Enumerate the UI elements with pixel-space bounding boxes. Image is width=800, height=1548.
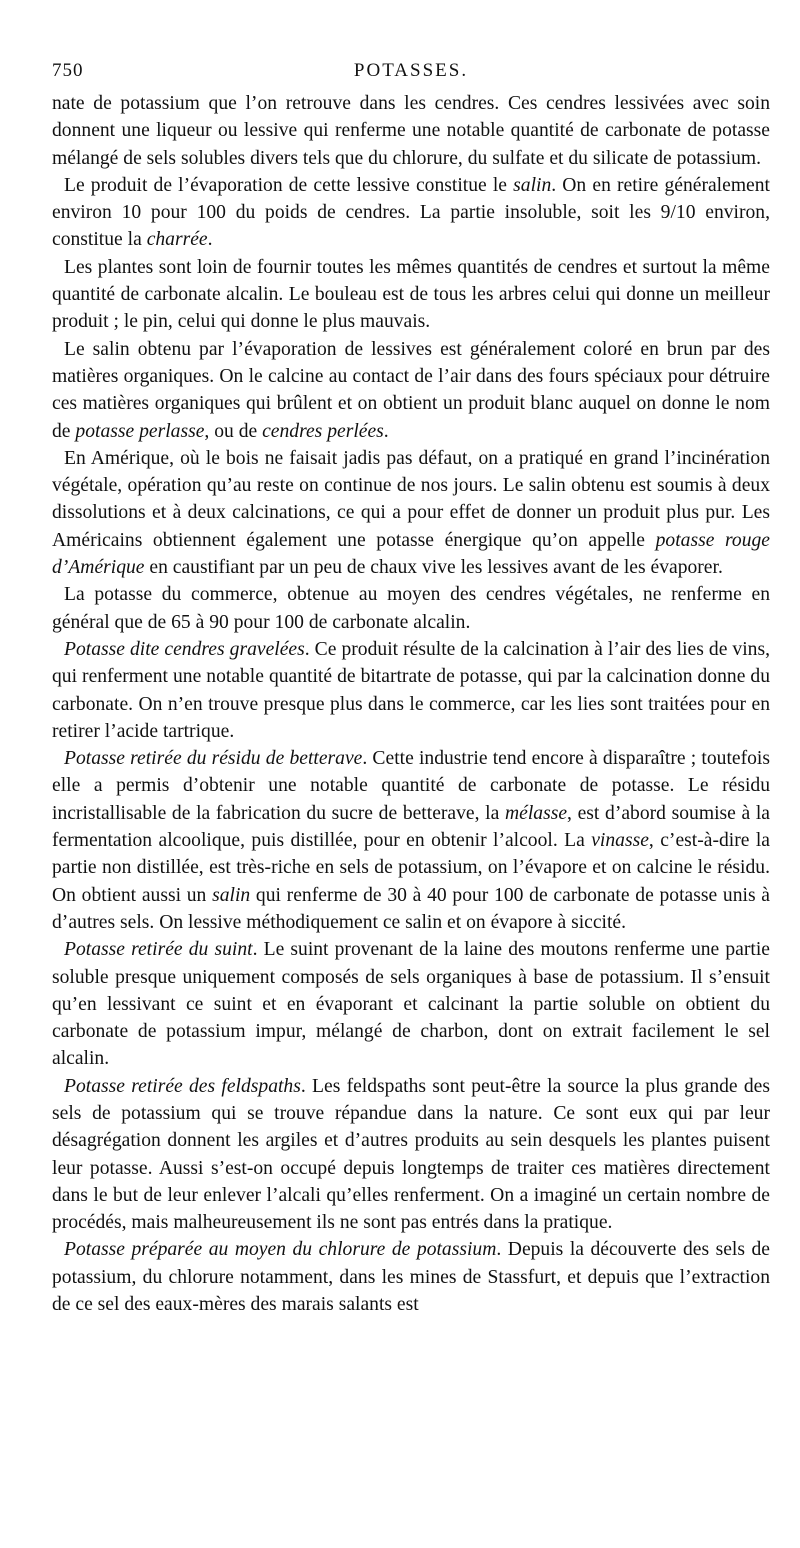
text-run: nate de potassium que l’on retrouve dans les cendres. Ces cendres lessivées avec soin donnent une liqueur ou lessive qui renferme une notable quantité de carbonate de potasse mélangé de sels solubles divers tels que du chlorure, du sulfate et du silicate de potassium. — [52, 93, 770, 169]
body-text — [52, 90, 770, 1318]
italic-term: charrée — [146, 229, 208, 251]
paragraph — [52, 90, 770, 172]
section-heading-italic: Potasse retirée du suint — [64, 939, 253, 961]
text-run: . Ce produit résulte de la calcination à l’air des lies de vins, qui renferment une notable quantité de bitartrate de potasse, qui par la calcination donne du carbonate. On n’en trouve presque plus dans le commerce, car les lies sont traitées pour en retirer l’acide tartrique. — [52, 638, 770, 742]
text-run: , ou de — [204, 420, 263, 442]
italic-term: mélasse — [504, 802, 568, 824]
italic-term: salin — [212, 884, 251, 906]
text-run: en caustifiant par un peu de chaux vive les lessives avant de les évaporer. — [144, 557, 723, 579]
text-run: . Cette industrie tend encore à disparaître ; toutefois elle a permis d’obtenir une notable quantité de carbonate de potasse. Le résidu incristallisable de la fabrication du sucre de betterave, la — [52, 748, 770, 824]
italic-term: potasse rouge d’Amérique — [52, 529, 770, 579]
text-run: La potasse du commerce, obtenue au moyen des cendres végétales, ne renferme en général que de 65 à 90 pour 100 de carbonate alcalin. — [52, 584, 770, 633]
page-header — [52, 60, 770, 90]
page-number: 750 — [52, 60, 84, 81]
paragraph — [52, 172, 770, 254]
text-run: Le salin obtenu par l’évaporation de lessives est généralement coloré en brun par des matières organiques. On le calcine au contact de l’air dans des fours spéciaux pour détruire ces matières organiques qui brûlent et on obtient un produit blanc auquel on donne le nom de — [52, 338, 770, 442]
paragraph — [52, 445, 770, 581]
paragraph — [52, 745, 770, 936]
text-run: . Les feldspaths sont peut-être la source la plus grande des sels de potassium qui se trouve répandue dans la nature. Ce sont eux qui par leur désagrégation donnent les argiles et d’autres produits au sein desquels les plantes puisent leur potasse. Aussi s’est-on occupé depuis longtemps de traiter ces matières directement dans le but de leur enlever l’alcali qu’elles renferment. On a imaginé un certain nombre de procédés, mais malheureusement ils ne sont pas entrés dans la pratique. — [52, 1075, 770, 1234]
italic-term: vinasse — [591, 830, 649, 852]
text-run: qui renferme de 30 à 40 pour 100 de carbonate de potasse unis à d’autres sels. On lessive méthodiquement ce salin et on évapore à siccité. — [52, 884, 770, 933]
paragraph — [52, 581, 770, 636]
paragraph — [52, 254, 770, 336]
paragraph — [52, 636, 770, 745]
text-run: . Le suint provenant de la laine des moutons renferme une partie soluble presque uniquement composés de sels organiques à base de potassium. Il s’ensuit qu’en lessivant ce suint et en évaporant et calcinant la partie soluble on obtient du carbonate de potassium impur, mélangé de charbon, dont on extrait facilement le sel alcalin. — [52, 939, 770, 1070]
italic-term: cendres perlées — [262, 420, 384, 442]
text-run: En Amérique, où le bois ne faisait jadis pas défaut, on a pratiqué en grand l’incinération végétale, opération qu’au reste on continue de nos jours. Le salin obtenu est soumis à deux dissolutions et à deux calcinations, ce qui a pour effet de donner un produit plus pur. Les Américains obtiennent également une potasse énergique qu’on appelle — [52, 447, 770, 551]
paragraph — [52, 936, 770, 1072]
text-run: . — [207, 229, 213, 251]
book-page — [52, 60, 770, 1318]
running-title: POTASSES. — [353, 60, 469, 81]
text-run: . — [383, 420, 389, 442]
italic-term: salin — [513, 174, 552, 196]
text-run: , est d’abord soumise à la fermentation alcoolique, puis distillée, pour en obtenir l’alcool. La — [52, 802, 771, 852]
section-heading-italic: Potasse retirée des feldspaths — [64, 1075, 301, 1097]
section-heading-italic: Potasse dite cendres gravelées — [64, 638, 305, 660]
section-heading-italic: Potasse préparée au moyen du chlorure de potassium — [64, 1239, 497, 1261]
italic-term: potasse perlasse — [75, 420, 205, 442]
section-heading-italic: Potasse retirée du résidu de betterave — [64, 748, 363, 770]
text-run: . Depuis la découverte des sels de potassium, du chlorure notamment, dans les mines de Stassfurt, et depuis que l’extraction de ce sel des eaux-mères des marais salants est — [52, 1239, 770, 1316]
text-run: Le produit de l’évaporation de cette lessive constitue le — [64, 174, 514, 196]
paragraph — [52, 1073, 770, 1237]
text-run: . On en retire généralement environ 10 pour 100 du poids de cendres. La partie insoluble, soit les 9/10 environ, constitue la — [52, 174, 770, 251]
text-run: Les plantes sont loin de fournir toutes les mêmes quantités de cendres et surtout la même quantité de carbonate alcalin. Le bouleau est de tous les arbres celui qui donne un meilleur produit ; le pin, celui qui donne le plus mauvais. — [52, 256, 770, 333]
paragraph — [52, 1236, 770, 1318]
text-run: , c’est-à-dire la partie non distillée, est très-riche en sels de potassium, on l’évapore et on calcine le résidu. On obtient aussi un — [52, 830, 770, 906]
paragraph — [52, 336, 770, 445]
